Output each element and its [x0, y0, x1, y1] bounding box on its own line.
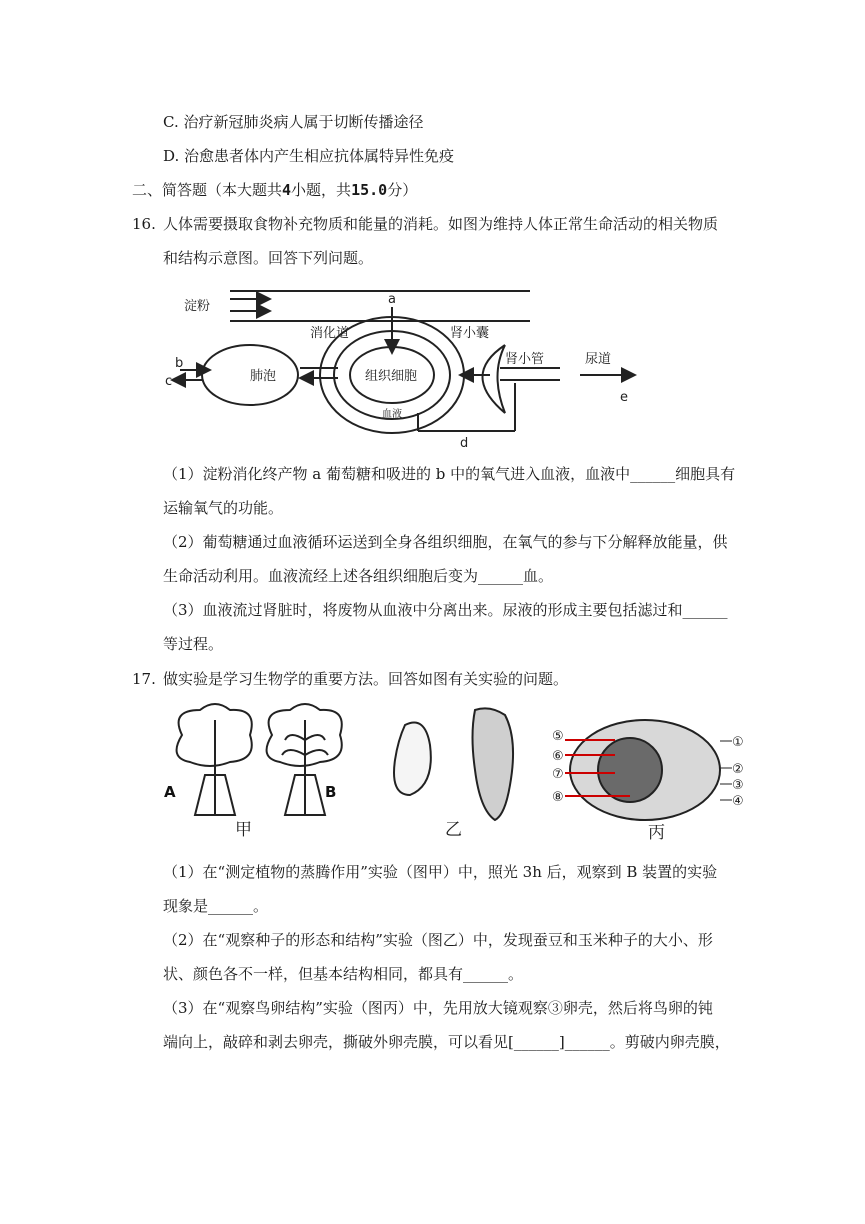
q16-stem-line2: 和结构示意图。回答下列问题。: [163, 249, 374, 267]
q16-number: 16.: [132, 215, 156, 233]
label-yi: 乙: [445, 820, 462, 840]
egg-label-8: ⑧: [552, 790, 564, 805]
egg-label-5: ⑤: [552, 729, 564, 744]
section-heading: [132, 180, 417, 200]
q17-sub2-line1: （2）在“观察种子的形态和结构”实验（图乙）中，发现蚕豆和玉米种子的大小、形: [163, 931, 713, 949]
egg-label-3: ③: [732, 778, 744, 793]
label-b: b: [175, 356, 184, 371]
q16-stem-line1: 人体需要摄取食物补充物质和能量的消耗。如图为维持人体正常生命活动的相关物质: [163, 215, 719, 233]
label-c: c: [165, 374, 173, 389]
q16-figure: [160, 283, 650, 453]
section-score: 15.0: [351, 181, 388, 199]
egg-label-7: ⑦: [552, 767, 564, 782]
q16-sub1-line1: （1）淀粉消化终产物 a 葡萄糖和吸进的 b 中的氧气进入血液，血液中______细胞具有: [163, 465, 736, 483]
section-prefix: 二、简答题（本大题共: [132, 181, 283, 199]
label-digestive-tract: 消化道: [310, 326, 350, 341]
bean-seed-icon: [394, 723, 431, 796]
egg-yolk-icon: [598, 738, 662, 802]
q17-number: 17.: [132, 670, 156, 688]
label-alveolus: 肺泡: [250, 369, 277, 384]
corn-seed-icon: [473, 708, 514, 820]
q16-sub2-line2: 生命活动利用。血液流经上述各组织细胞后变为______血。: [163, 567, 554, 585]
label-e: e: [620, 390, 628, 405]
q17-sub3-line2: 端向上，敲碎和剥去卵壳，撕破外卵壳膜，可以看见[______]______。剪破内卵壳膜，: [163, 1033, 730, 1051]
q16-sub3-line2: 等过程。: [163, 635, 224, 653]
label-blood: 血液: [382, 409, 402, 420]
label-renal-capsule: 肾小囊: [450, 326, 490, 341]
label-B: B: [325, 783, 337, 801]
q17-sub1-line1: （1）在“测定植物的蒸腾作用”实验（图甲）中，照光 3h 后，观察到 B 装置的实验: [163, 863, 718, 881]
q16-sub2-line1: （2）葡萄糖通过血液循环运送到全身各组织细胞，在氧气的参与下分解释放能量，供: [163, 533, 728, 551]
option-c: C. 治疗新冠肺炎病人属于切断传播途径: [163, 113, 424, 131]
q17-sub1-line2: 现象是______。: [163, 897, 269, 915]
section-suffix: 分）: [387, 181, 418, 199]
label-tissue-cells: 组织细胞: [365, 369, 418, 384]
q17-sub3-line1: （3）在“观察鸟卵结构”实验（图丙）中，先用放大镜观察③卵壳，然后将鸟卵的钝: [163, 999, 713, 1017]
label-a: a: [388, 292, 396, 307]
plant-a-icon: [177, 704, 252, 815]
option-d: D. 治愈患者体内产生相应抗体属特异性免疫: [163, 147, 455, 165]
label-d: d: [460, 436, 469, 451]
section-count: 4: [282, 181, 292, 199]
egg-label-4: ④: [732, 794, 744, 809]
label-starch: 淀粉: [184, 299, 211, 314]
q17-sub2-line2: 状、颜色各不一样，但基本结构相同，都具有______。: [163, 965, 524, 983]
egg-label-1: ①: [732, 735, 744, 750]
label-jia: 甲: [235, 820, 252, 840]
section-mid: 小题，共: [291, 181, 352, 199]
q16-sub3-line1: （3）血液流过肾脏时，将废物从血液中分离出来。尿液的形成主要包括滤过和______: [163, 601, 728, 619]
egg-label-6: ⑥: [552, 749, 564, 764]
q16-sub1-line2: 运输氧气的功能。: [163, 499, 284, 517]
label-bing: 丙: [648, 823, 665, 843]
q17-figure: [160, 700, 750, 850]
label-renal-tubule: 肾小管: [505, 352, 545, 367]
q17-stem: 做实验是学习生物学的重要方法。回答如图有关实验的问题。: [163, 670, 569, 688]
label-A: A: [164, 783, 176, 801]
egg-label-2: ②: [732, 762, 744, 777]
label-urethra: 尿道: [585, 352, 612, 367]
